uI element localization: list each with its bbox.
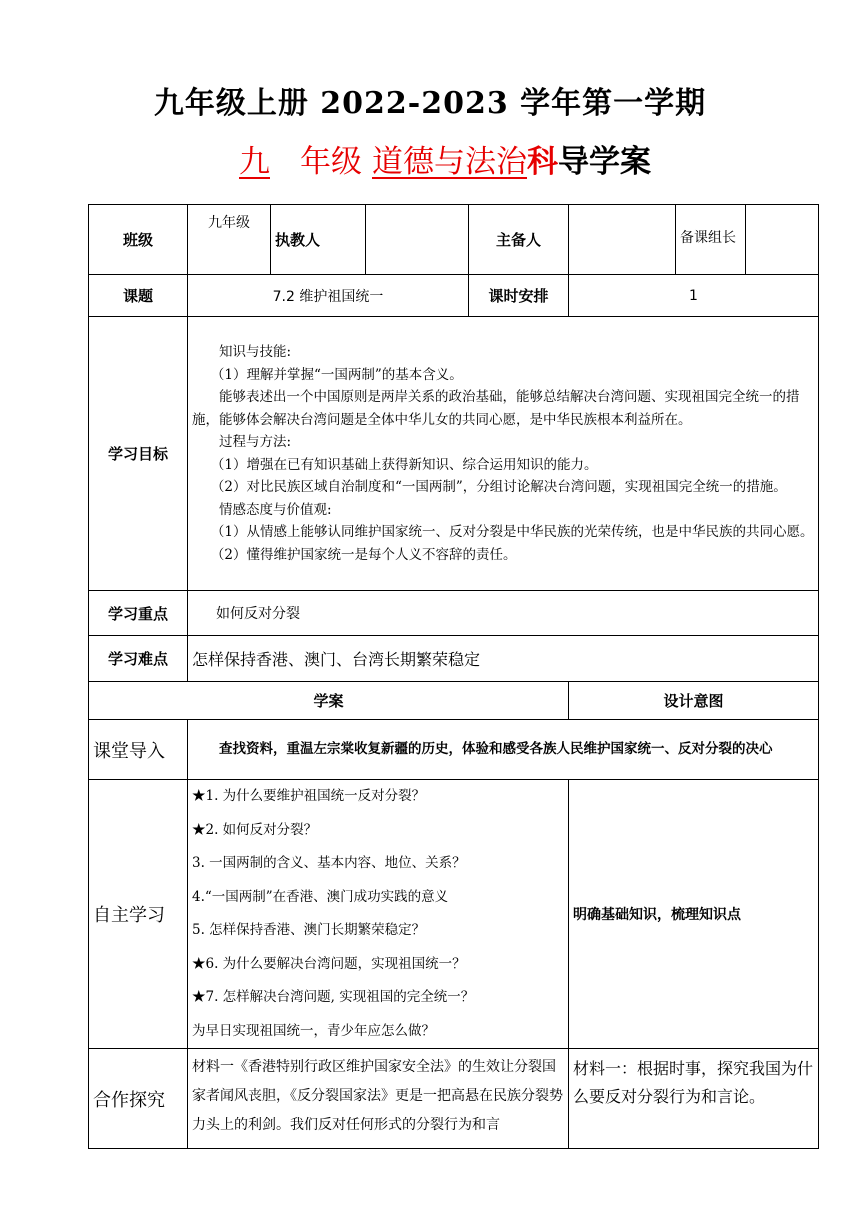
topic-row xyxy=(89,275,819,317)
key-point-row xyxy=(89,591,819,636)
section-header-row xyxy=(89,682,819,720)
subtitle-suffix: 导学案 xyxy=(558,144,651,180)
goals-line: （2）对比民族区域自治制度和“一国两制”，分组讨论解决台湾问题，实现祖国完全统一的措施。 xyxy=(210,479,787,495)
header-row xyxy=(89,205,819,275)
teacher-value xyxy=(366,205,469,275)
self-study-item: ★6. 为什么要解决台湾问题，实现祖国统一？ xyxy=(192,955,466,972)
section-header-plan: 学案 xyxy=(89,682,569,720)
intro-label: 课堂导入 xyxy=(89,720,188,780)
intro-row xyxy=(89,720,819,780)
goals-content xyxy=(188,317,819,591)
goals-line: 过程与方法: xyxy=(219,434,292,450)
hours-label: 课时安排 xyxy=(469,275,569,317)
self-study-item: 为早日实现祖国统一，青少年应怎么做？ xyxy=(192,1022,435,1039)
difficulty-value: 怎样保持香港、澳门、台湾长期繁荣稳定 xyxy=(188,636,819,682)
self-study-items xyxy=(188,780,569,1049)
goals-line: （2）懂得维护国家统一是每个人义不容辞的责任。 xyxy=(210,546,517,563)
section-header-design: 设计意图 xyxy=(569,682,819,720)
goals-label: 学习目标 xyxy=(89,317,188,591)
self-study-item: 3. 一国两制的含义、基本内容、地位、关系？ xyxy=(192,855,466,871)
difficulty-label: 学习难点 xyxy=(89,636,188,682)
self-study-item: 4.“一国两制”在香港、澳门成功实践的意义 xyxy=(192,888,449,905)
self-study-label: 自主学习 xyxy=(89,780,188,1049)
hours-value: 1 xyxy=(569,275,819,317)
coop-row xyxy=(89,1049,819,1149)
leader-label: 备课组长 xyxy=(676,205,746,275)
subject-ke: 科 xyxy=(527,144,558,180)
intro-text: 查找资料，重温左宗棠收复新疆的历史，体验和感受各族人民维护国家统一、反对分裂的决心 xyxy=(188,720,819,780)
goals-line: 知识与技能: xyxy=(219,344,292,360)
subject-value: 道德与法治 xyxy=(372,144,527,180)
coop-label: 合作探究 xyxy=(89,1049,188,1149)
self-study-item: ★1. 为什么要维护祖国统一反对分裂？ xyxy=(192,788,426,804)
coop-text: 材料一《香港特别行政区维护国家安全法》的生效让分裂国家者闻风丧胆，《反分裂国家法》更是一把高悬在民族分裂势力头上的利剑。我们反对任何形式的分裂行为和言 xyxy=(188,1049,569,1149)
goals-line: 情感态度与价值观: xyxy=(219,501,332,518)
teacher-label: 执教人 xyxy=(271,205,366,275)
document-subtitle xyxy=(0,140,860,184)
document-title: 九年级上册 2022-2023 学年第一学期 xyxy=(153,86,707,121)
coop-design: 材料一：根据时事，探究我国为什么要反对分裂行为和言论。 xyxy=(569,1049,819,1149)
preparer-value xyxy=(569,205,676,275)
class-value: 九年级 xyxy=(188,205,271,275)
leader-value xyxy=(746,205,819,275)
grade-suffix: 年级 xyxy=(300,144,362,180)
goals-line: （1）理解并掌握“一国两制”的基本含义。 xyxy=(210,366,463,383)
self-study-item: ★2. 如何反对分裂？ xyxy=(192,821,318,838)
subject-blank xyxy=(362,144,527,180)
lesson-plan-table xyxy=(88,204,819,1149)
goals-row xyxy=(89,317,819,591)
goals-line: （1）从情感上能够认同维护国家统一、反对分裂是中华民族的光荣传统，也是中华民族的共同心愿。 xyxy=(210,524,814,540)
self-study-design: 明确基础知识，梳理知识点 xyxy=(569,780,819,1049)
self-study-item: 5. 怎样保持香港、澳门长期繁荣稳定？ xyxy=(192,922,426,938)
goals-line: （1）增强在已有知识基础上获得新知识、综合运用知识的能力。 xyxy=(210,456,598,473)
difficulty-row xyxy=(89,636,819,682)
preparer-label: 主备人 xyxy=(469,205,569,275)
self-study-item: ★7. 怎样解决台湾问题, 实现祖国的完全统一？ xyxy=(192,989,475,1005)
grade-value: 九 xyxy=(239,144,270,180)
class-label: 班级 xyxy=(89,205,188,275)
topic-value: 7.2 维护祖国统一 xyxy=(188,275,469,317)
goals-line: 能够表述出一个中国原则是两岸关系的政治基础，能够总结解决台湾问题、实现祖国完全统一的措施，能够体会解决台湾问题是全体中华儿女的共同心愿，是中华民族根本利益所在。 xyxy=(192,389,800,428)
self-study-row xyxy=(89,780,819,1049)
topic-label: 课题 xyxy=(89,275,188,317)
key-point-value: 如何反对分裂 xyxy=(188,591,819,636)
grade-blank xyxy=(209,144,300,180)
key-point-label: 学习重点 xyxy=(89,591,188,636)
